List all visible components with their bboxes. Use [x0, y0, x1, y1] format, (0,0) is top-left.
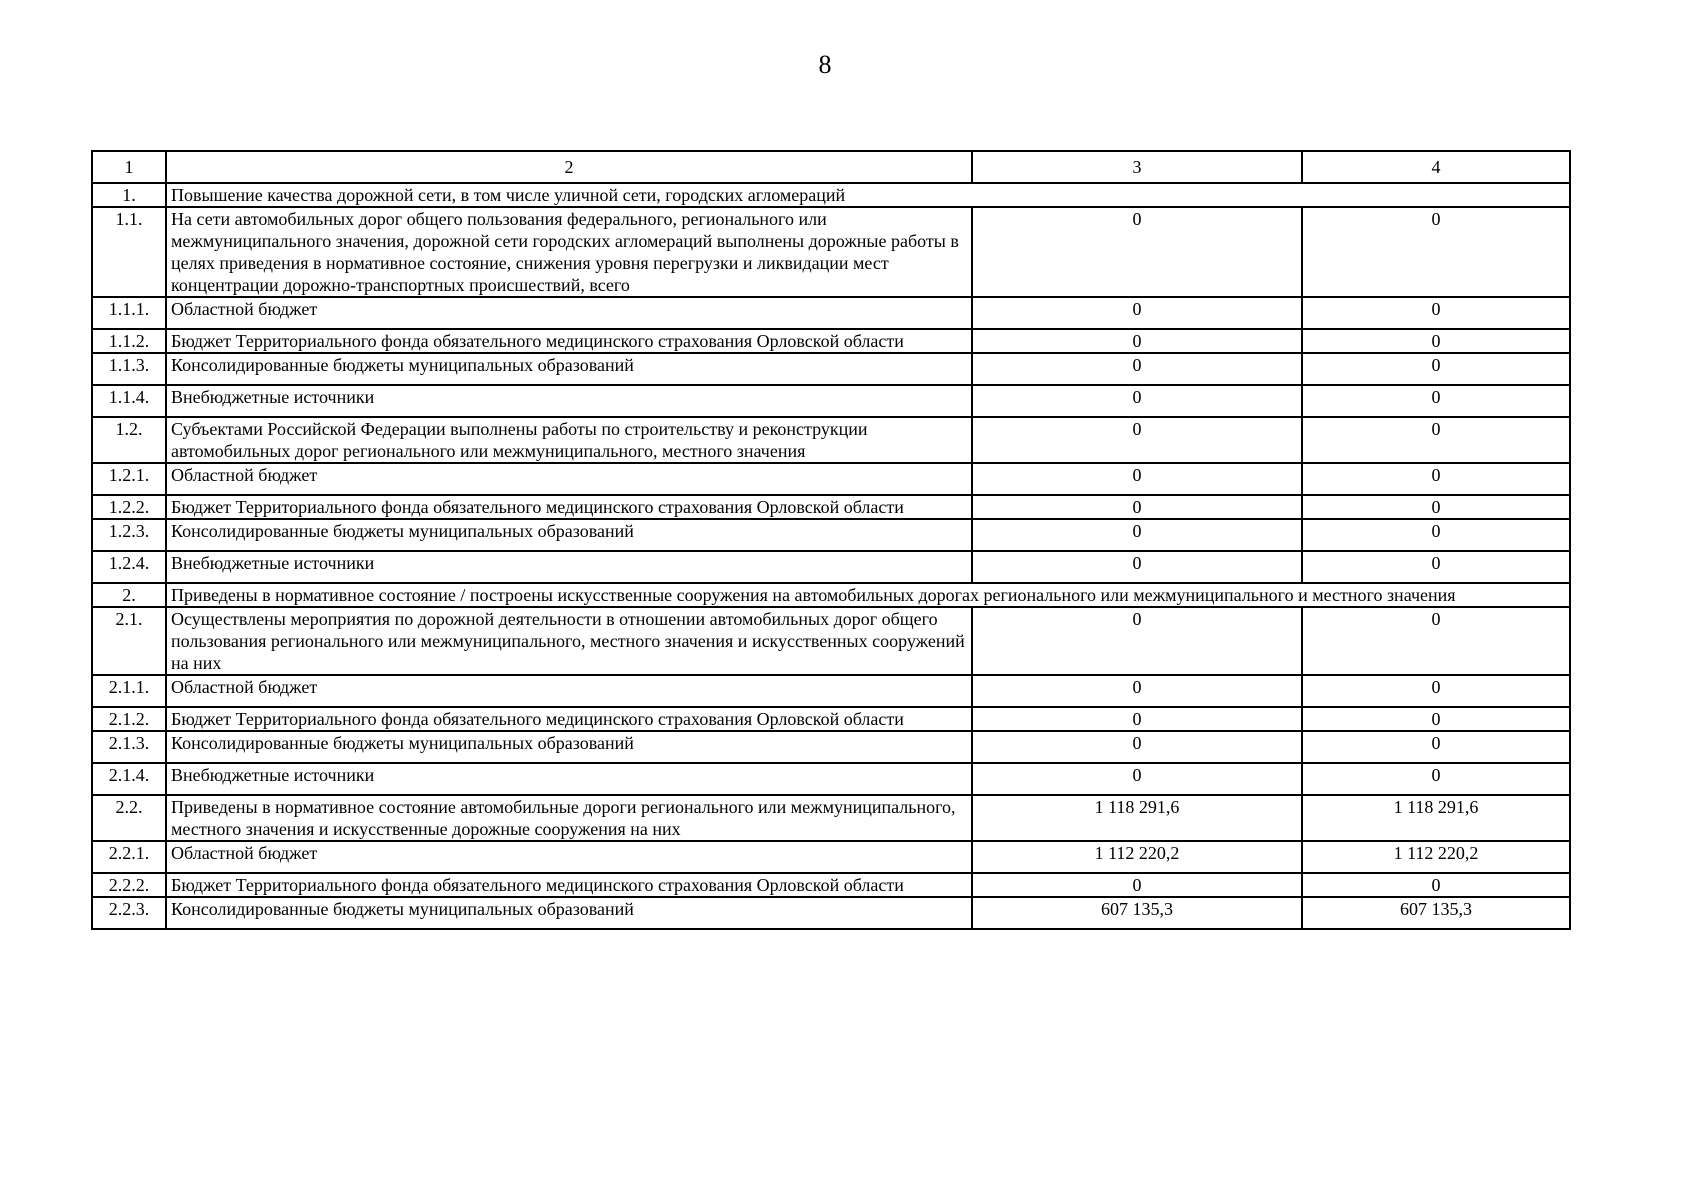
row-number: 1.1.4.	[92, 385, 166, 417]
row-value-col4: 0	[1302, 707, 1570, 731]
row-value-col3: 0	[972, 207, 1302, 297]
row-number: 2.1.1.	[92, 675, 166, 707]
row-value-col3: 1 118 291,6	[972, 795, 1302, 841]
row-value-col4: 0	[1302, 463, 1570, 495]
row-description: Консолидированные бюджеты муниципальных образований	[166, 731, 972, 763]
row-value-col3: 0	[972, 329, 1302, 353]
row-value-col3: 0	[972, 763, 1302, 795]
row-value-col3: 0	[972, 385, 1302, 417]
row-value-col3: 0	[972, 607, 1302, 675]
row-number: 1.	[92, 183, 166, 207]
row-number: 1.1.3.	[92, 353, 166, 385]
table-row	[92, 385, 1570, 417]
row-value-col4: 0	[1302, 417, 1570, 463]
row-value-col4: 0	[1302, 495, 1570, 519]
row-value-col4: 0	[1302, 207, 1570, 297]
row-description: Осуществлены мероприятия по дорожной деятельности в отношении автомобильных дорог общего пользования регионального или межмуниципального, местного значения и искусственных сооружений на них	[166, 607, 972, 675]
header-row	[92, 151, 1570, 183]
table-row	[92, 297, 1570, 329]
table-row	[92, 551, 1570, 583]
table-row	[92, 873, 1570, 897]
row-description: На сети автомобильных дорог общего пользования федерального, регионального или межмуниципального значения, дорожной сети городских агломераций выполнены дорожные работы в целях приведения в нормативное состояние, снижения уровня перегрузки и ликвидации мест концентрации дорожно-транспортных происшествий, всего	[166, 207, 972, 297]
table-row	[92, 763, 1570, 795]
row-description: Бюджет Территориального фонда обязательного медицинского страхования Орловской области	[166, 707, 972, 731]
row-value-col3: 0	[972, 417, 1302, 463]
row-value-col4: 0	[1302, 385, 1570, 417]
row-description: Консолидированные бюджеты муниципальных образований	[166, 519, 972, 551]
row-value-col3: 0	[972, 731, 1302, 763]
row-value-col3: 0	[972, 519, 1302, 551]
row-value-col4: 0	[1302, 731, 1570, 763]
row-value-col3: 0	[972, 297, 1302, 329]
table-row	[92, 329, 1570, 353]
row-value-col3: 0	[972, 551, 1302, 583]
table-row	[92, 707, 1570, 731]
row-number: 2.1.2.	[92, 707, 166, 731]
row-description: Приведены в нормативное состояние / построены искусственные сооружения на автомобильных дорогах регионального или межмуниципального и местного значения	[166, 583, 1570, 607]
table-row	[92, 495, 1570, 519]
row-description: Бюджет Территориального фонда обязательного медицинского страхования Орловской области	[166, 329, 972, 353]
table-row	[92, 583, 1570, 607]
row-number: 1.1.1.	[92, 297, 166, 329]
column-header-3: 3	[972, 151, 1302, 183]
row-description: Приведены в нормативное состояние автомобильные дороги регионального или межмуниципального, местного значения и искусственные дорожные сооружения на них	[166, 795, 972, 841]
row-value-col3: 0	[972, 353, 1302, 385]
row-value-col3: 0	[972, 495, 1302, 519]
table-row	[92, 795, 1570, 841]
table-row	[92, 463, 1570, 495]
table-row	[92, 675, 1570, 707]
row-value-col3: 0	[972, 463, 1302, 495]
row-number: 1.2.3.	[92, 519, 166, 551]
row-value-col4: 0	[1302, 607, 1570, 675]
row-number: 2.2.	[92, 795, 166, 841]
budget-table	[91, 150, 1571, 930]
row-number: 1.2.	[92, 417, 166, 463]
row-number: 2.2.3.	[92, 897, 166, 929]
row-value-col4: 1 112 220,2	[1302, 841, 1570, 873]
page-number: 8	[818, 50, 832, 79]
table-row	[92, 519, 1570, 551]
column-header-2: 2	[166, 151, 972, 183]
column-header-4: 4	[1302, 151, 1570, 183]
table-row	[92, 183, 1570, 207]
row-value-col3: 0	[972, 707, 1302, 731]
row-number: 1.2.2.	[92, 495, 166, 519]
row-value-col4: 0	[1302, 329, 1570, 353]
row-value-col4: 607 135,3	[1302, 897, 1570, 929]
row-number: 2.2.2.	[92, 873, 166, 897]
row-value-col4: 0	[1302, 297, 1570, 329]
row-number: 1.2.4.	[92, 551, 166, 583]
table-row	[92, 731, 1570, 763]
row-number: 1.1.	[92, 207, 166, 297]
table-row	[92, 607, 1570, 675]
row-description: Областной бюджет	[166, 463, 972, 495]
row-description: Внебюджетные источники	[166, 551, 972, 583]
row-description: Областной бюджет	[166, 675, 972, 707]
row-number: 1.2.1.	[92, 463, 166, 495]
row-number: 2.1.4.	[92, 763, 166, 795]
row-number: 2.2.1.	[92, 841, 166, 873]
table-row	[92, 897, 1570, 929]
row-description: Бюджет Территориального фонда обязательного медицинского страхования Орловской области	[166, 495, 972, 519]
row-value-col3: 0	[972, 873, 1302, 897]
row-value-col4: 0	[1302, 873, 1570, 897]
table-row	[92, 353, 1570, 385]
row-description: Консолидированные бюджеты муниципальных образований	[166, 897, 972, 929]
row-value-col4: 0	[1302, 353, 1570, 385]
row-number: 2.	[92, 583, 166, 607]
row-number: 1.1.2.	[92, 329, 166, 353]
row-description: Областной бюджет	[166, 841, 972, 873]
table-row	[92, 417, 1570, 463]
row-description: Субъектами Российской Федерации выполнены работы по строительству и реконструкции автомобильных дорог регионального или межмуниципального, местного значения	[166, 417, 972, 463]
row-description: Областной бюджет	[166, 297, 972, 329]
row-value-col4: 1 118 291,6	[1302, 795, 1570, 841]
row-description: Бюджет Территориального фонда обязательного медицинского страхования Орловской области	[166, 873, 972, 897]
table-row	[92, 841, 1570, 873]
row-number: 2.1.3.	[92, 731, 166, 763]
column-header-1: 1	[92, 151, 166, 183]
row-value-col3: 1 112 220,2	[972, 841, 1302, 873]
row-value-col3: 607 135,3	[972, 897, 1302, 929]
row-number: 2.1.	[92, 607, 166, 675]
row-value-col4: 0	[1302, 763, 1570, 795]
row-value-col4: 0	[1302, 519, 1570, 551]
table-row	[92, 207, 1570, 297]
row-value-col4: 0	[1302, 675, 1570, 707]
row-description: Повышение качества дорожной сети, в том числе уличной сети, городских агломераций	[166, 183, 1570, 207]
row-description: Консолидированные бюджеты муниципальных образований	[166, 353, 972, 385]
row-value-col3: 0	[972, 675, 1302, 707]
row-description: Внебюджетные источники	[166, 385, 972, 417]
row-value-col4: 0	[1302, 551, 1570, 583]
row-description: Внебюджетные источники	[166, 763, 972, 795]
